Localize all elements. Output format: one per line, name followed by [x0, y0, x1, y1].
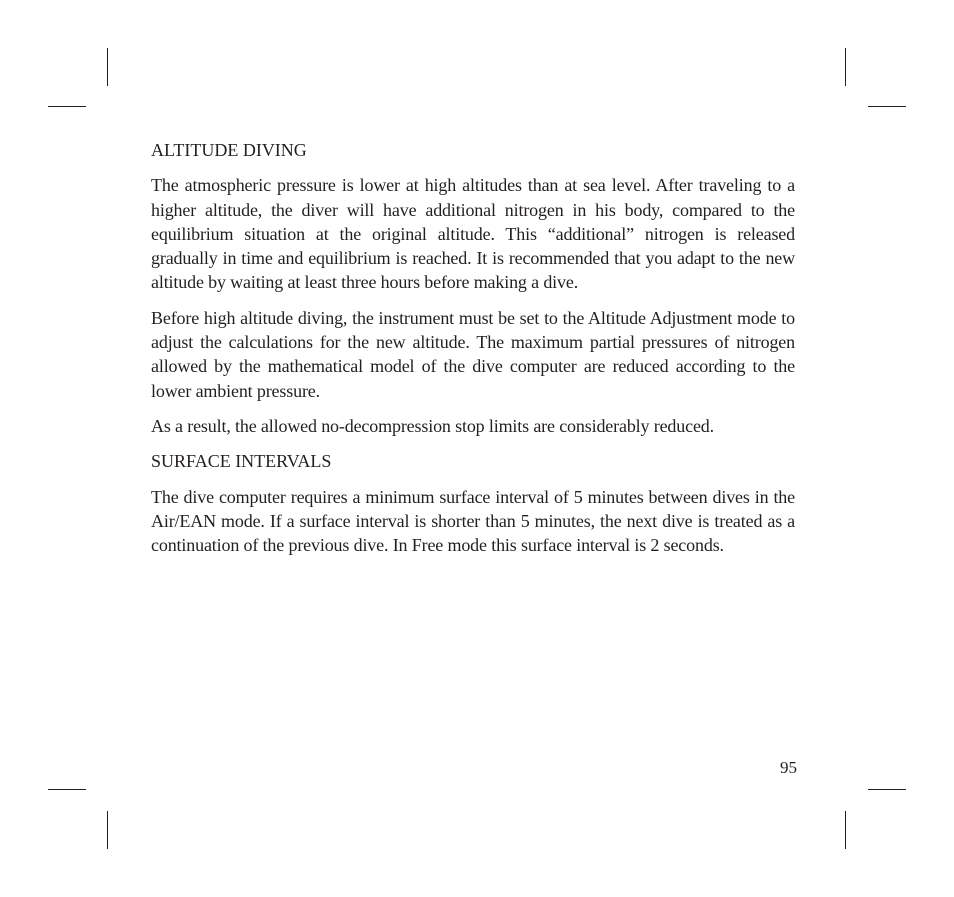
crop-mark-top-left-horizontal: [48, 106, 86, 107]
crop-mark-bottom-left-horizontal: [48, 789, 86, 790]
section-heading: SURFACE INTERVALS: [151, 451, 332, 472]
crop-mark-bottom-right-horizontal: [868, 789, 906, 790]
crop-mark-top-left-vertical: [107, 48, 108, 86]
crop-mark-bottom-right-vertical: [845, 811, 846, 849]
paragraph: The dive computer requires a minimum surface interval of 5 minutes between dives in the Air/EAN mode. If a surface interval is shorter than 5 minutes, the next dive is treated as a continuation of the previous dive. In Free mode this surface interval is 2 seconds.: [151, 486, 795, 556]
crop-mark-top-right-vertical: [845, 48, 846, 86]
crop-mark-bottom-left-vertical: [107, 811, 108, 849]
section-altitude-diving: [151, 138, 795, 438]
paragraph: As a result, the allowed no-decompression stop limits are considerably reduced.: [151, 415, 714, 436]
section-surface-intervals: [151, 449, 795, 557]
paragraph: The atmospheric pressure is lower at high altitudes than at sea level. After traveling to a higher altitude, the diver will have additional nitrogen in his body, compared to the equilibrium situation at the original altitude. This “additional” nitrogen is released gradually in time and equilibrium is reached. It is recommended that you adapt to the new altitude by waiting at least three hours before making a dive.: [151, 175, 795, 293]
page-content: [151, 138, 795, 568]
paragraph: Before high altitude diving, the instrument must be set to the Altitude Adjustment mode to adjust the calculations for the new altitude. The maximum partial pressures of nitrogen allowed by the mathematical model of the dive computer are reduced according to the lower ambient pressure.: [151, 307, 795, 401]
section-heading: ALTITUDE DIVING: [151, 140, 307, 160]
page-number: 95: [780, 758, 797, 777]
crop-mark-top-right-horizontal: [868, 106, 906, 107]
